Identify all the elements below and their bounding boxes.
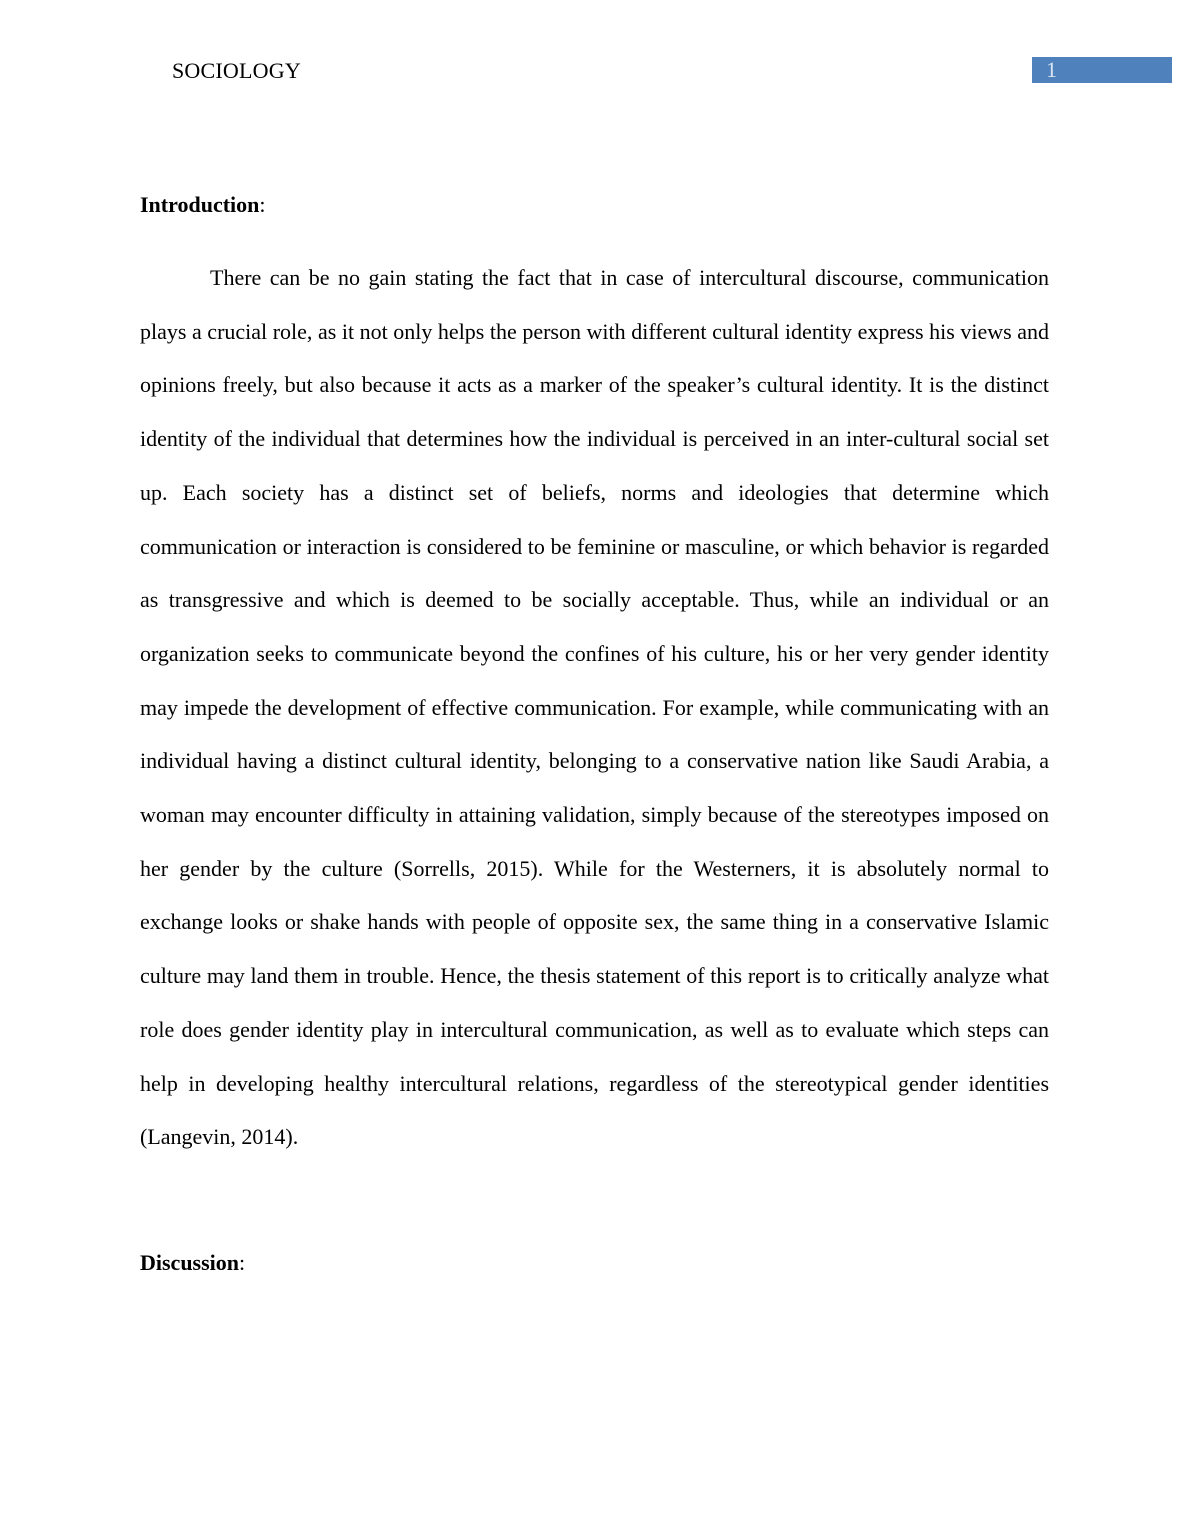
introduction-paragraph: There can be no gain stating the fact that in case of intercultural discourse, communication plays a crucial role, as it not only helps the person with different cultural identity express his views and opinions freely, but also because it acts as a marker of the speaker’s cultural identity. It is the distinct identity of the individual that determines how the individual is perceived in an inter-cultural social set up. Each society has a distinct set of beliefs, norms and ideologies that determine which communication or interaction is considered to be feminine or masculine, or which behavior is regarded as transgressive and which is deemed to be socially acceptable. Thus, while an individual or an organization seeks to communicate beyond the confines of his culture, his or her very gender identity may impede the development of effective communication. For example, while communicating with an individual having a distinct cultural identity, belonging to a conservative nation like Saudi Arabia, a woman may encounter difficulty in attaining validation, simply because of the stereotypes imposed on her gender by the culture (Sorrells, 2015). While for the Westerners, it is absolutely normal to exchange looks or shake hands with people of opposite sex, the same thing in a conservative Islamic culture may land them in trouble. Hence, the thesis statement of this report is to critically analyze what role does gender identity play in intercultural communication, as well as to evaluate which steps can help in developing healthy intercultural relations, regardless of the stereotypical gender identities (Langevin, 2014).	[140, 265, 1049, 1150]
introduction-heading-colon: :	[259, 192, 266, 217]
page-number: 1	[1046, 57, 1057, 82]
running-head: SOCIOLOGY	[172, 58, 301, 83]
introduction-heading-text: Introduction	[140, 192, 260, 217]
discussion-heading-colon: :	[239, 1250, 246, 1275]
discussion-heading	[140, 1249, 245, 1277]
discussion-heading-text: Discussion	[140, 1250, 240, 1275]
page-number-box	[1032, 57, 1172, 83]
introduction-heading	[140, 191, 266, 219]
